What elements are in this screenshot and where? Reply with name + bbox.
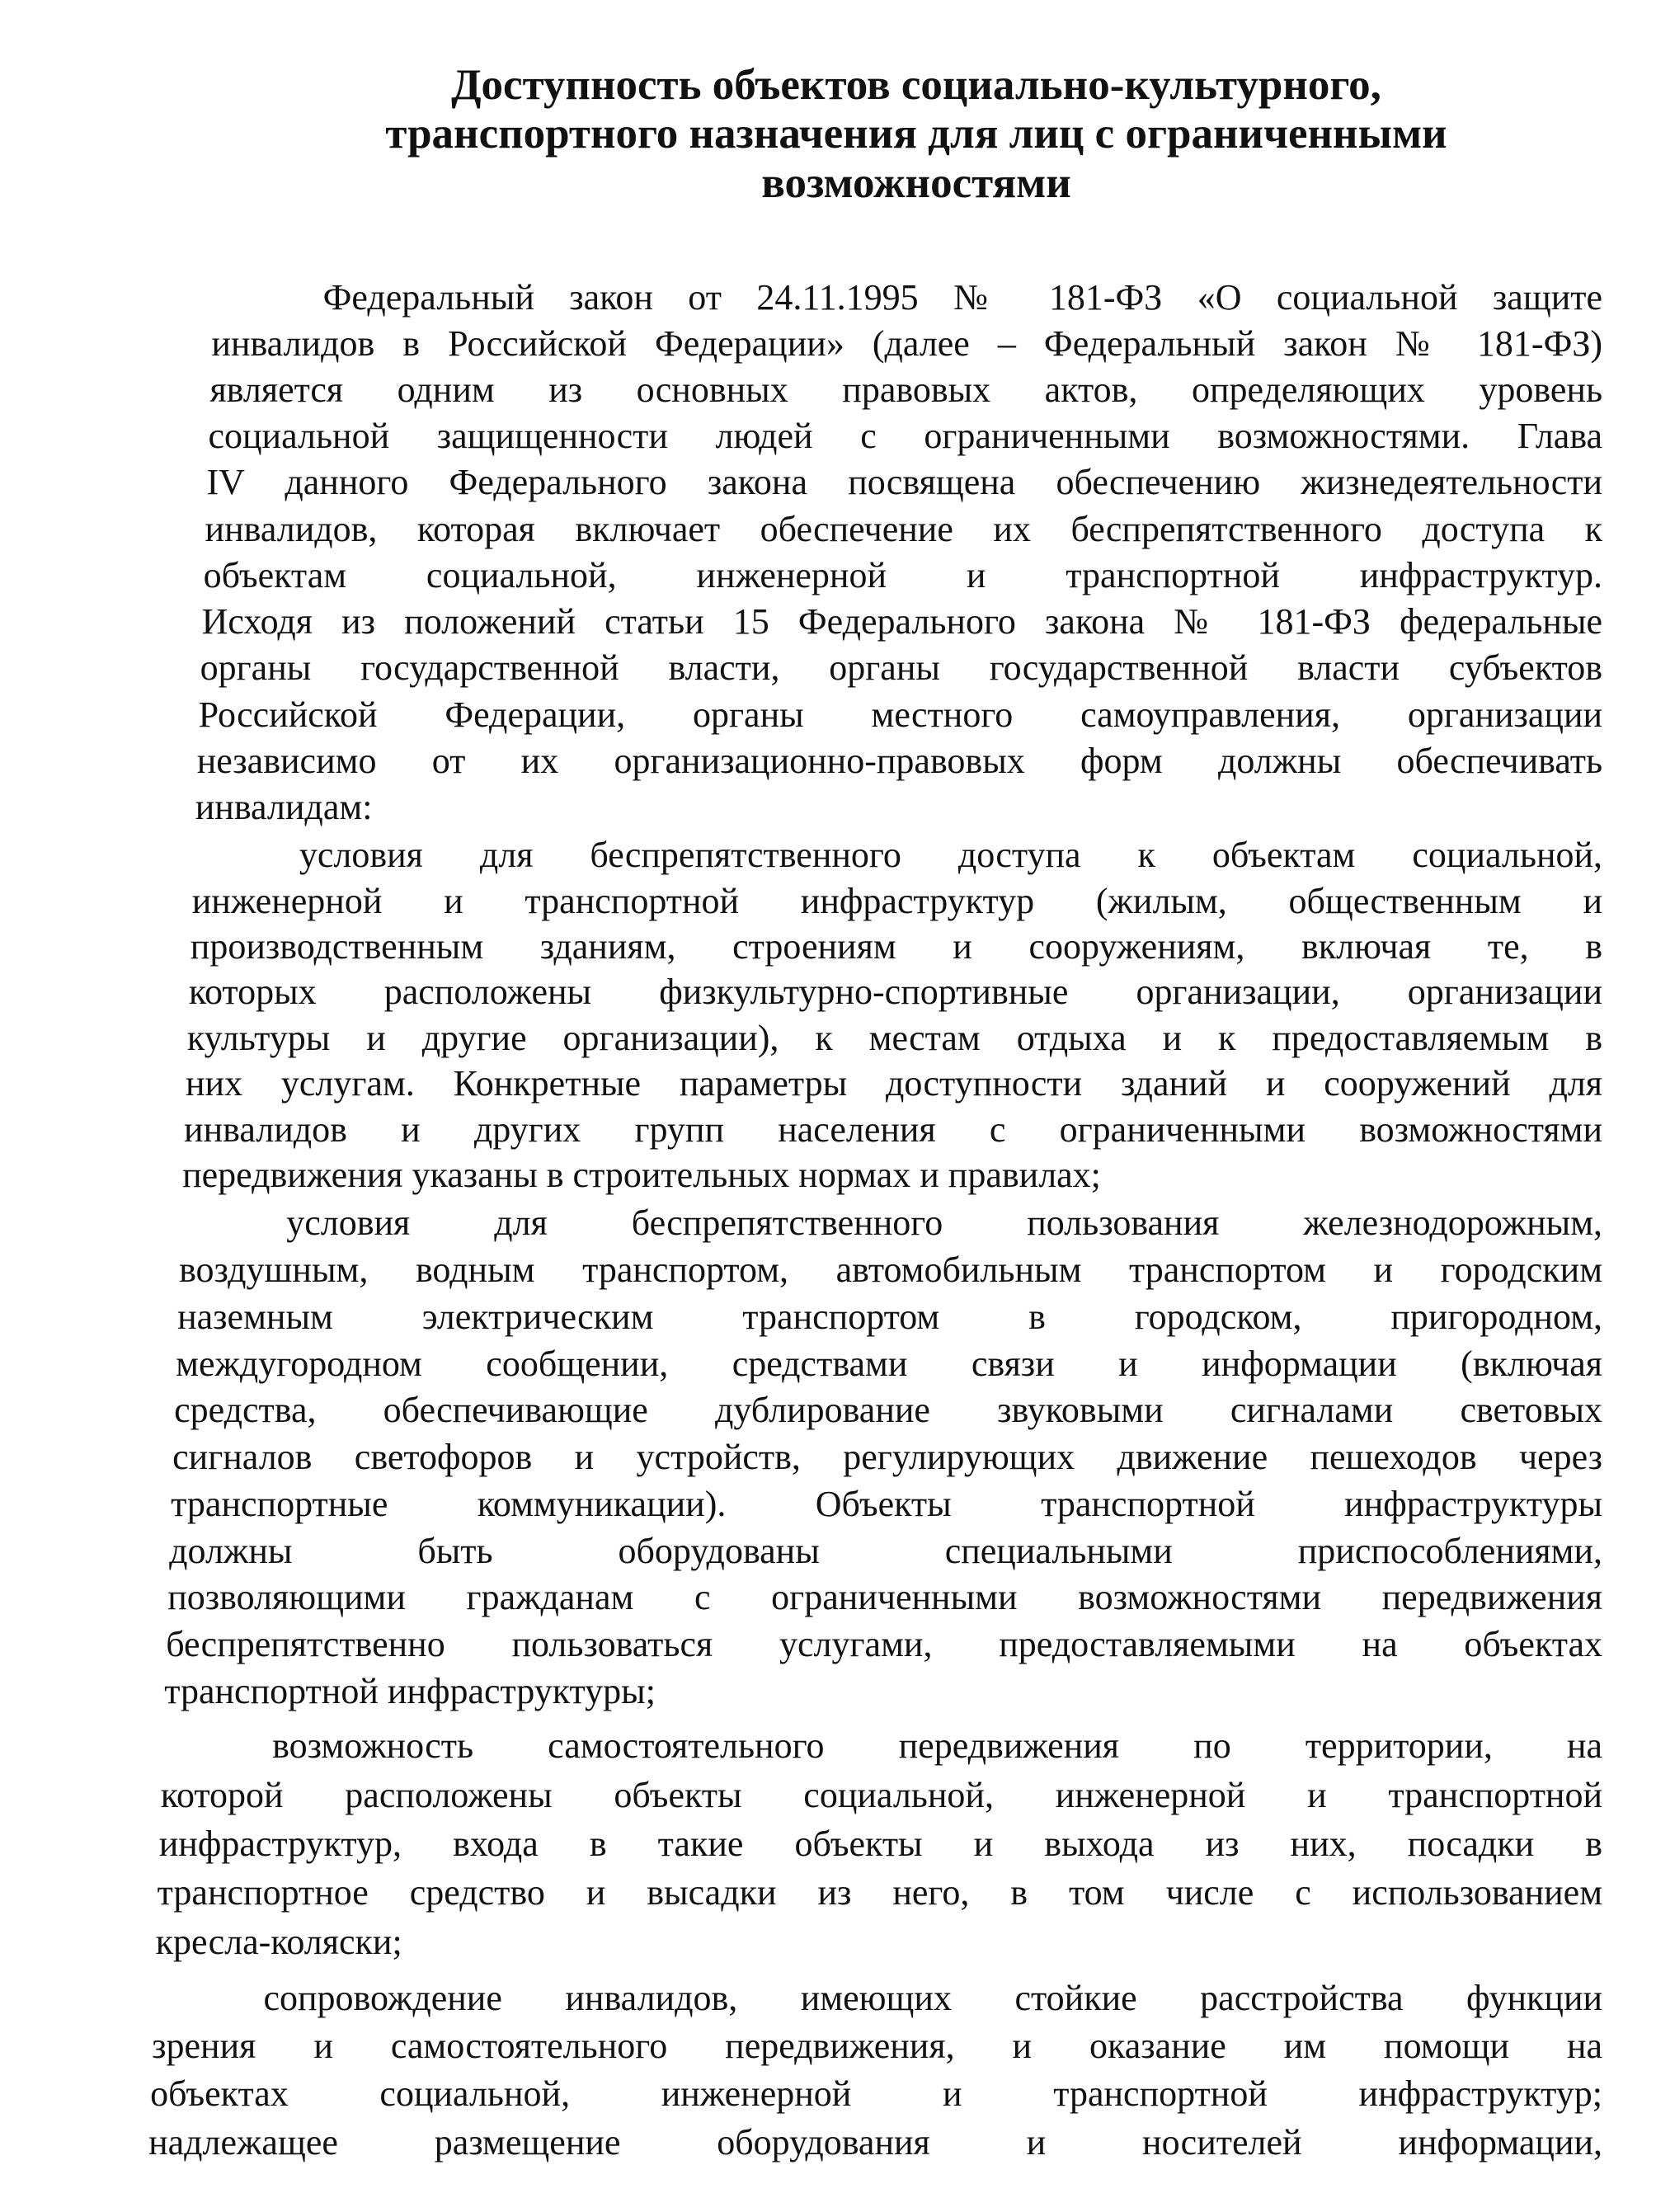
text-line: инженерной и транспортной инфраструктур (жилым, общественным и (191, 880, 1603, 921)
text-line: инвалидов в Российской Федерации» (далее – Федеральный закон № 181-ФЗ) (211, 322, 1603, 364)
title-line: транспортного назначения для лиц с ограниченными (385, 110, 1447, 158)
text-line: сигналов светофоров и устройств, регулирующих движение пешеходов через (172, 1437, 1603, 1478)
text-line: Российской Федерации, органы местного самоуправления, организации (198, 694, 1603, 735)
text-line: производственным зданиям, строениям и сооружениям, включая те, в (190, 926, 1603, 967)
text-line: надлежащее размещение оборудования и носителей информации, (148, 2121, 1603, 2163)
text-line: средства, обеспечивающие дублирование звуковыми сигналами световых (174, 1390, 1603, 1431)
text-line: них услугам. Конкретные параметры доступности зданий и сооружений для (185, 1063, 1603, 1104)
text-line: условия для беспрепятственного доступа к объектам социальной, (299, 835, 1603, 876)
text-line: транспортное средство и высадки из него, в том числе с использованием (157, 1872, 1603, 1913)
text-line: междугородном сообщении, средствами связи и информации (включая (176, 1343, 1603, 1384)
text-line: инвалидов и других групп населения с ограниченными возможностями (184, 1108, 1603, 1150)
text-line: наземным электрическим транспортом в городском, пригородном, (177, 1296, 1603, 1337)
text-line: Исходя из положений статьи 15 Федерального закона № 181-ФЗ федеральные (201, 601, 1603, 642)
title-line: Доступность объектов социально-культурного, (451, 60, 1381, 109)
text-line: объектам социальной, инженерной и транспортной инфраструктур. (203, 554, 1603, 595)
text-line: культуры и другие организации), к местам отдыха и к предоставляемым в (186, 1017, 1603, 1058)
text-line: позволяющими гражданам с ограниченными возможностями передвижения (167, 1577, 1603, 1618)
text-line: кресла-коляски; (155, 1921, 402, 1962)
title-line: возможностями (761, 159, 1071, 208)
text-line: транспортной инфраструктуры; (164, 1670, 656, 1711)
text-line: передвижения указаны в строительных нормах и правилах; (182, 1154, 1101, 1195)
text-line: которых расположены физкультурно-спортивные организации, организации (188, 972, 1603, 1013)
text-line: инвалидов, которая включает обеспечение их беспрепятственного доступа к (205, 508, 1603, 549)
text-line: беспрепятственно пользоваться услугами, предоставляемыми на объектах (166, 1623, 1603, 1664)
text-line: сопровождение инвалидов, имеющих стойкие расстройства функции (263, 1978, 1603, 2019)
text-line: инвалидам: (195, 787, 373, 828)
text-line: условия для беспрепятственного пользования железнодорожным, (286, 1202, 1603, 1244)
text-line: органы государственной власти, органы государственной власти субъектов (200, 647, 1603, 689)
text-line: возможность самостоятельного передвижения по территории, на (272, 1725, 1603, 1767)
text-line: независимо от их организационно-правовых форм должны обеспечивать (196, 740, 1603, 781)
text-line: объектах социальной, инженерной и транспортной инфраструктур; (150, 2073, 1603, 2115)
text-line: которой расположены объекты социальной, инженерной и транспортной (160, 1774, 1603, 1815)
text-line: зрения и самостоятельного передвижения, и оказание им помощи на (152, 2026, 1603, 2067)
text-line: инфраструктур, входа в такие объекты и выхода из них, посадки в (158, 1823, 1603, 1864)
text-line: воздушным, водным транспортом, автомобильным транспортом и городским (179, 1250, 1603, 1291)
text-line: является одним из основных правовых актов, определяющих уровень (209, 369, 1603, 411)
text-line: IV данного Федерального закона посвящена обеспечению жизнедеятельности (206, 462, 1603, 503)
text-line: социальной защищенности людей с ограниченными возможностями. Глава (208, 416, 1603, 457)
text-line: Федеральный закон от 24.11.1995 № 181-ФЗ «О социальной защите (322, 276, 1603, 318)
text-line: должны быть оборудованы специальными приспособлениями, (169, 1530, 1603, 1571)
text-line: транспортные коммуникации). Объекты транспортной инфраструктуры (171, 1483, 1603, 1524)
